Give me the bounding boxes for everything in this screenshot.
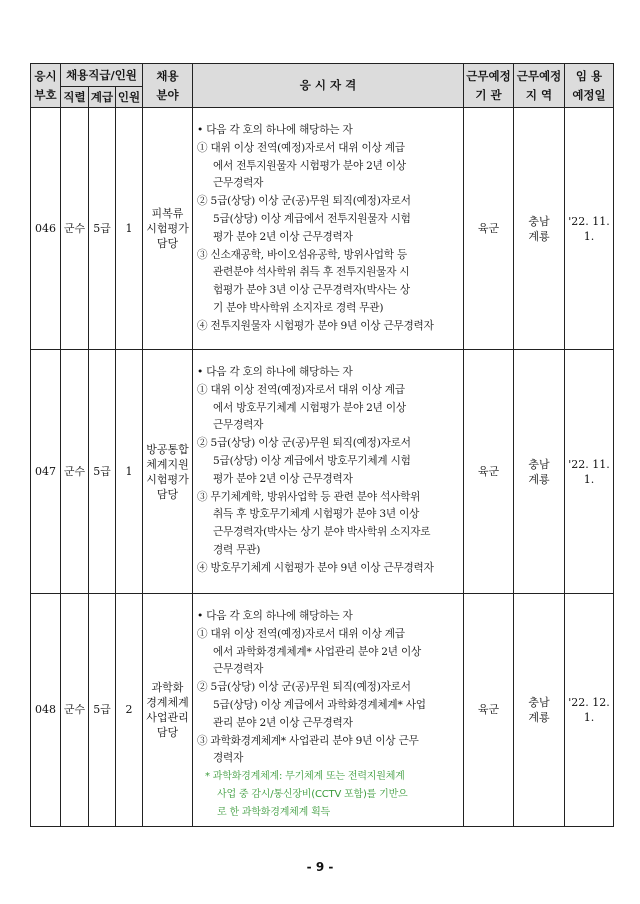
header-qualifications: 응 시 자 격 — [193, 64, 464, 108]
qualification-line: 근무경력자(박사는 상기 분야 박사학위 소지자로 — [213, 526, 431, 539]
row-region: 충남 계룡 — [514, 594, 565, 827]
qualification-line: ② 5급(상당) 이상 군(공)무원 퇴직(예정)자로서 — [197, 195, 411, 208]
table-body — [31, 108, 614, 827]
qualification-line: 에서 방호무기체계 시험평가 분야 2년 이상 — [213, 401, 406, 414]
qualification-line: • 다음 각 호의 하나에 해당하는 자 — [197, 124, 353, 136]
table-row — [31, 594, 614, 827]
qualification-line: 근무경력자 — [213, 419, 264, 432]
qualification-line: ④ 방호무기체계 시험평가 분야 9년 이상 근무경력자 — [197, 561, 434, 574]
qualification-line: • 다음 각 호의 하나에 해당하는 자 — [197, 610, 353, 622]
qualification-line: ③ 과학화경계체계* 사업관리 분야 9년 이상 근무 — [197, 734, 419, 747]
header-date: 임 용 예정일 — [565, 64, 614, 108]
qualification-line: • 다음 각 호의 하나에 해당하는 자 — [197, 366, 353, 378]
header-region: 근무예정 지 역 — [514, 64, 565, 108]
row-count: 1 — [116, 350, 143, 594]
row-region: 충남 계룡 — [514, 350, 565, 594]
qualification-line: ② 5급(상당) 이상 군(공)무원 퇴직(예정)자로서 — [197, 437, 411, 450]
row-count: 1 — [116, 108, 143, 350]
qualification-line: ① 대위 이상 전역(예정)자로서 대위 이상 계급 — [197, 141, 405, 154]
row-series: 군수 — [61, 108, 89, 350]
qualification-line: 근무경력자 — [213, 177, 264, 190]
row-no: 048 — [31, 594, 61, 827]
qualification-line: 험평가 분야 3년 이상 근무경력자(박사는 상 — [213, 284, 410, 297]
qualification-line: 5급(상당) 이상 계급에서 과학화경계체계* 사업 — [213, 698, 426, 711]
qualification-line: 근무경력자 — [213, 663, 264, 676]
row-region: 충남 계룡 — [514, 108, 565, 350]
row-field: 과학화 경계체계 사업관리 담당 — [143, 594, 193, 827]
qualification-line: 기 분야 박사학위 소지자로 경력 무관) — [213, 301, 384, 314]
footnote-line: 로 한 과학화경계체계 획득 — [217, 806, 330, 818]
row-grade: 5급 — [89, 350, 116, 594]
row-date: '22. 12. 1. — [565, 594, 614, 827]
qualification-line: 경력 무관) — [213, 543, 261, 556]
header-row-top — [31, 64, 614, 87]
qualification-line: 5급(상당) 이상 계급에서 방호무기체계 시험 — [213, 454, 411, 467]
qualification-line: 취득 후 방호무기체계 시험평가 분야 3년 이상 — [213, 508, 420, 521]
row-no: 047 — [31, 350, 61, 594]
qualification-line: 관련분야 석사학위 취득 후 전투지원물자 시 — [213, 266, 410, 279]
row-no: 046 — [31, 108, 61, 350]
row-series: 군수 — [61, 350, 89, 594]
header-series: 직렬 — [61, 87, 89, 108]
row-series: 군수 — [61, 594, 89, 827]
header-no: 응시 부호 — [31, 64, 61, 108]
page-number: - 9 - — [306, 860, 334, 874]
row-grade: 5급 — [89, 594, 116, 827]
row-org: 육군 — [464, 350, 514, 594]
header-count: 인원 — [116, 87, 143, 108]
qualification-line: ① 대위 이상 전역(예정)자로서 대위 이상 계급 — [197, 383, 405, 396]
footnote-line: 사업 중 감시/통신장비(CCTV 포함)를 기반으 — [217, 788, 408, 800]
header-grade: 계급 — [89, 87, 116, 108]
row-org: 육군 — [464, 108, 514, 350]
header-field: 채용 분야 — [143, 64, 193, 108]
qualification-line: 5급(상당) 이상 계급에서 전투지원물자 시험 — [213, 212, 411, 225]
header-rank-group: 채용직급/인원 — [61, 64, 143, 87]
qualification-line: 평가 분야 2년 이상 근무경력자 — [213, 472, 353, 485]
row-org: 육군 — [464, 594, 514, 827]
row-qualifications — [193, 350, 464, 594]
row-qualifications — [193, 108, 464, 350]
qualification-line: 평가 분야 2년 이상 근무경력자 — [213, 230, 353, 243]
row-date: '22. 11. 1. — [565, 350, 614, 594]
row-grade: 5급 — [89, 108, 116, 350]
row-count: 2 — [116, 594, 143, 827]
footnote-line: * 과학화경계체계: 무기체계 또는 전력지원체계 — [205, 771, 405, 783]
qualification-line: 관리 분야 2년 이상 근무경력자 — [213, 716, 353, 729]
row-field: 피복류 시험평가 담당 — [143, 108, 193, 350]
qualification-line: 에서 과학화경계체계* 사업관리 분야 2년 이상 — [213, 645, 422, 658]
row-field: 방공통합 체계지원 시험평가 담당 — [143, 350, 193, 594]
qualification-line: 경력자 — [213, 752, 244, 765]
qualification-line: 에서 전투지원물자 시험평가 분야 2년 이상 — [213, 159, 406, 172]
qualification-line: ① 대위 이상 전역(예정)자로서 대위 이상 계급 — [197, 627, 405, 640]
table-row — [31, 350, 614, 594]
header-org: 근무예정 기 관 — [464, 64, 514, 108]
row-date: '22. 11. 1. — [565, 108, 614, 350]
table-row — [31, 108, 614, 350]
qualification-line: ③ 무기체계학, 방위사업학 등 관련 분야 석사학위 — [197, 490, 421, 503]
row-qualifications — [193, 594, 464, 827]
qualification-line: ② 5급(상당) 이상 군(공)무원 퇴직(예정)자로서 — [197, 681, 411, 694]
recruitment-table — [30, 63, 614, 827]
qualification-line: ④ 전투지원물자 시험평가 분야 9년 이상 근무경력자 — [197, 319, 434, 332]
qualification-line: ③ 신소재공학, 바이오섬유공학, 방위사업학 등 — [197, 248, 408, 261]
